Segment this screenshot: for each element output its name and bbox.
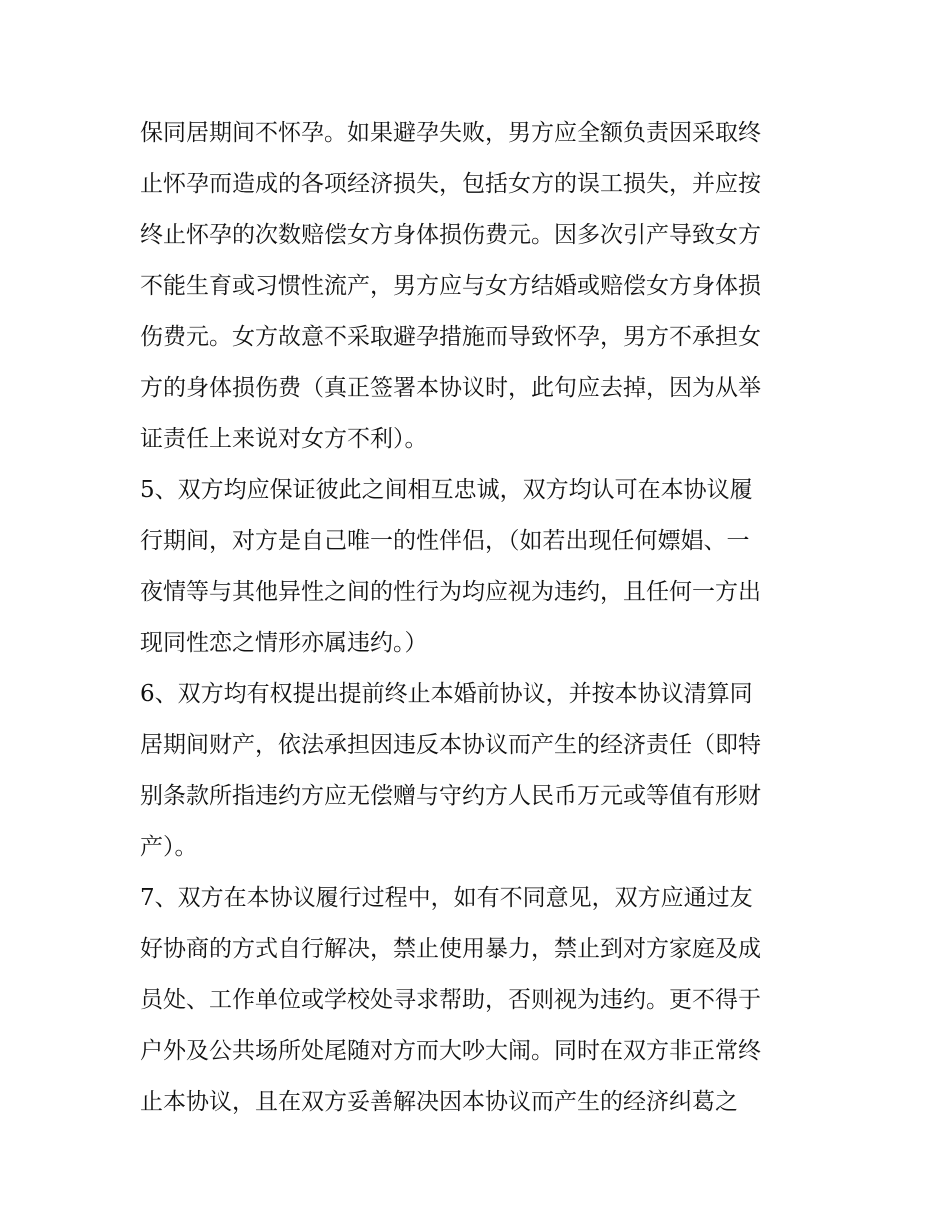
text-line: 现同性恋之情形亦属违约。） [140, 630, 428, 656]
text-line: 产）。 [140, 834, 198, 860]
text-line: 伤费元。女方故意不采取避孕措施而导致怀孕，男方不承担女 [140, 324, 761, 350]
text-line: 保同居期间不怀孕。如果避孕失败，男方应全额负责因采取终 [140, 120, 761, 146]
clause-5-start: 5、双方均应保证彼此之间相互忠诚，双方均认可在本协议履 [140, 477, 753, 503]
text-line: 止怀孕而造成的各项经济损失，包括女方的误工损失，并应按 [140, 171, 761, 197]
text-line: 方的身体损伤费（真正签署本协议时，此句应去掉，因为从举 [140, 375, 761, 401]
text-line: 止本协议，且在双方妥善解决因本协议而产生的经济纠葛之 [140, 1089, 738, 1115]
text-line: 证责任上来说对女方不利）。 [140, 426, 428, 452]
text-line: 居期间财产，依法承担因违反本协议而产生的经济责任（即特 [140, 732, 761, 758]
text-line: 别条款所指违约方应无偿赠与守约方人民币万元或等值有形财 [140, 783, 761, 809]
text-line: 不能生育或习惯性流产，男方应与女方结婚或赔偿女方身体损 [140, 273, 761, 299]
text-line: 户外及公共场所处尾随对方而大吵大闹。同时在双方非正常终 [140, 1038, 761, 1064]
text-line: 行期间，对方是自己唯一的性伴侣，（如若出现任何嫖娼、一 [140, 528, 750, 554]
text-line: 夜情等与其他异性之间的性行为均应视为违约，且任何一方出 [140, 579, 761, 605]
clause-6-start: 6、双方均有权提出提前终止本婚前协议，并按本协议清算同 [140, 681, 753, 707]
agreement-text [140, 108, 820, 1128]
text-line: 员处、工作单位或学校处寻求帮助，否则视为违约。更不得于 [140, 987, 761, 1013]
clause-7-start: 7、双方在本协议履行过程中，如有不同意见，双方应通过友 [140, 885, 753, 911]
text-line: 好协商的方式自行解决，禁止使用暴力，禁止到对方家庭及成 [140, 936, 761, 962]
text-line: 终止怀孕的次数赔偿女方身体损伤费元。因多次引产导致女方 [140, 222, 761, 248]
